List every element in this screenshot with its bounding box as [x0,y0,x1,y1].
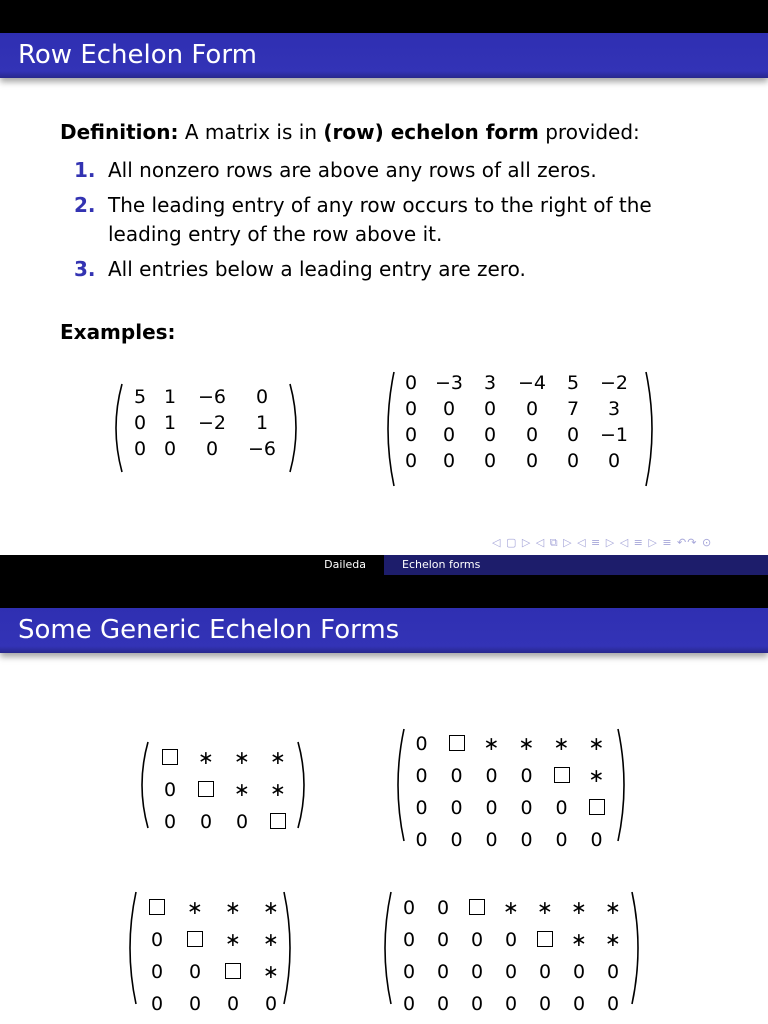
matrix-cell: 0 [525,424,539,446]
right-paren [294,740,314,830]
matrix-cell: −3 [434,372,463,394]
matrix-cell: 0 [402,897,416,919]
condition-text: All nonzero rows are above any rows of all zeros. [108,158,597,182]
matrix-cell: 0 [504,929,518,951]
pivot-box [544,760,579,792]
right-paren [614,727,634,843]
matrix-cell: 0 [555,829,568,851]
matrix-cell: −6 [247,438,276,460]
right-paren [628,890,648,1006]
matrix-cell: 0 [402,993,416,1015]
matrix-cell: 0 [538,961,552,983]
matrix-cell: 0 [442,424,456,446]
matrix-cell: ∗ [234,779,250,801]
matrix-cell: 0 [404,372,418,394]
example-matrix-1 [126,384,286,462]
navigation-symbols[interactable]: ◁ ▢ ▷ ◁ ⧉ ▷ ◁ ≡ ▷ ◁ ≡ ▷ ≡ ↶↷ ⊙ [492,536,713,549]
matrix-cell: 0 [402,961,416,983]
pivot-box [579,792,614,824]
title-bar [0,33,768,78]
top-bar-2 [0,575,768,608]
pivot-box [176,924,214,956]
title-bar-2 [0,608,768,653]
right-paren [642,370,662,488]
matrix-cell: 0 [255,386,269,408]
generic-matrix-b [404,728,614,856]
matrix-cell: 0 [590,829,603,851]
matrix-cell: 0 [150,993,164,1015]
matrix-cell: 0 [483,424,497,446]
matrix-cell: 0 [150,961,164,983]
matrix-cell: 0 [520,765,533,787]
condition-number: 2. [74,193,96,217]
matrix-cell: ∗ [270,779,286,801]
matrix-cell: 0 [520,829,533,851]
definition-text-after: provided: [545,120,640,144]
matrix-cell: 0 [485,829,498,851]
matrix-cell: 0 [199,811,213,833]
matrix-cell: 0 [415,829,428,851]
matrix-cell: 0 [163,811,177,833]
pivot-box [138,892,176,924]
matrix-cell: 0 [450,829,463,851]
pivot-box [214,956,252,988]
matrix-cell: 0 [404,398,418,420]
matrix-cell: 5 [133,386,147,408]
matrix-cell: ∗ [187,897,203,919]
footer-title: Echelon forms [384,555,768,575]
matrix-cell: 0 [566,450,580,472]
condition-item [74,255,674,284]
left-paren [106,382,126,474]
conditions-list [74,156,674,290]
matrix-cell: 0 [483,398,497,420]
matrix-cell: ∗ [263,929,279,951]
left-paren [120,890,140,1006]
definition-label: Definition: [60,120,179,144]
matrix-cell: ∗ [198,747,214,769]
matrix-cell: 0 [436,961,450,983]
matrix-cell: ∗ [270,747,286,769]
matrix-cell: 3 [607,398,621,420]
matrix-cell: 0 [504,961,518,983]
matrix-cell: 0 [133,438,147,460]
matrix-cell: 5 [566,372,580,394]
matrix-cell: −6 [197,386,226,408]
pivot-box [152,742,188,774]
matrix-cell: 0 [485,797,498,819]
matrix-cell: 0 [485,765,498,787]
matrix-cell: 0 [415,733,428,755]
example-matrix-2 [396,370,638,474]
matrix-cell: 0 [188,961,202,983]
pivot-box [188,774,224,806]
top-bar [0,0,768,33]
matrix-cell: 0 [483,450,497,472]
matrix-cell: ∗ [234,747,250,769]
slide-title: Row Echelon Form [18,40,257,70]
matrix-cell: 0 [566,424,580,446]
condition-number: 1. [74,158,96,182]
matrix-cell: ∗ [605,929,621,951]
generic-matrix-d [392,892,630,1020]
matrix-cell: ∗ [225,897,241,919]
condition-item [74,156,674,185]
matrix-cell: 3 [483,372,497,394]
matrix-cell: 0 [415,797,428,819]
matrix-cell: 0 [538,993,552,1015]
matrix-cell: 0 [205,438,219,460]
matrix-cell: 0 [606,961,620,983]
left-paren [132,740,152,830]
matrix-cell: 0 [450,797,463,819]
matrix-cell: 1 [255,412,269,434]
matrix-cell: ∗ [588,765,605,787]
matrix-cell: 1 [163,412,177,434]
matrix-cell: 0 [504,993,518,1015]
right-paren [286,382,306,474]
pivot-box [439,728,474,760]
matrix-cell: ∗ [571,929,587,951]
pivot-box [528,924,562,956]
matrix-cell: 0 [525,398,539,420]
left-paren [378,370,398,488]
matrix-cell: 0 [150,929,164,951]
generic-matrix-a [152,742,296,838]
matrix-cell: 0 [404,424,418,446]
matrix-cell: 0 [442,398,456,420]
matrix-cell: 0 [572,961,586,983]
matrix-cell: ∗ [263,961,279,983]
matrix-cell: 0 [436,929,450,951]
matrix-cell: ∗ [605,897,621,919]
matrix-cell: 0 [555,797,568,819]
matrix-cell: 0 [226,993,240,1015]
matrix-cell: 0 [520,797,533,819]
matrix-cell: 0 [442,450,456,472]
matrix-cell: 1 [163,386,177,408]
matrix-cell: 0 [470,929,484,951]
matrix-cell: −4 [517,372,546,394]
condition-text: All entries below a leading entry are zero. [108,257,526,281]
condition-number: 3. [74,257,96,281]
matrix-cell: 0 [470,993,484,1015]
matrix-cell: ∗ [483,733,500,755]
matrix-cell: 0 [450,765,463,787]
matrix-cell: 0 [133,412,147,434]
matrix-cell: 0 [264,993,278,1015]
matrix-cell: −1 [599,424,628,446]
matrix-cell: 0 [572,993,586,1015]
matrix-cell: ∗ [537,897,553,919]
definition-term: (row) echelon form [323,120,539,144]
matrix-cell: 0 [163,779,177,801]
footer-author: Daileda [324,558,366,571]
matrix-cell: −2 [599,372,628,394]
matrix-cell: ∗ [571,897,587,919]
matrix-cell: 0 [235,811,249,833]
pivot-box [260,806,296,838]
slide-title-2: Some Generic Echelon Forms [18,615,400,645]
right-paren [280,890,300,1006]
definition-text-before: A matrix is in [184,120,318,144]
generic-matrix-c [138,892,290,1020]
matrix-cell: 0 [436,897,450,919]
footer-bar [0,555,768,575]
matrix-cell: 0 [188,993,202,1015]
matrix-cell: 0 [607,450,621,472]
matrix-cell: 7 [566,398,580,420]
matrix-cell: 0 [470,961,484,983]
matrix-cell: 0 [436,993,450,1015]
matrix-cell: 0 [606,993,620,1015]
matrix-cell: ∗ [518,733,535,755]
matrix-cell: 0 [402,929,416,951]
matrix-cell: 0 [525,450,539,472]
matrix-cell: ∗ [225,929,241,951]
examples-label: Examples: [60,320,176,344]
matrix-cell: 0 [404,450,418,472]
matrix-cell: ∗ [503,897,519,919]
condition-item [74,191,674,249]
matrix-cell: −2 [197,412,226,434]
definition [60,120,640,144]
matrix-cell: ∗ [588,733,605,755]
condition-text: The leading entry of any row occurs to the right of the leading entry of the row above it. [108,193,652,246]
matrix-cell: ∗ [263,897,279,919]
matrix-cell: 0 [415,765,428,787]
matrix-cell: 0 [163,438,177,460]
matrix-cell: ∗ [553,733,570,755]
pivot-box [460,892,494,924]
